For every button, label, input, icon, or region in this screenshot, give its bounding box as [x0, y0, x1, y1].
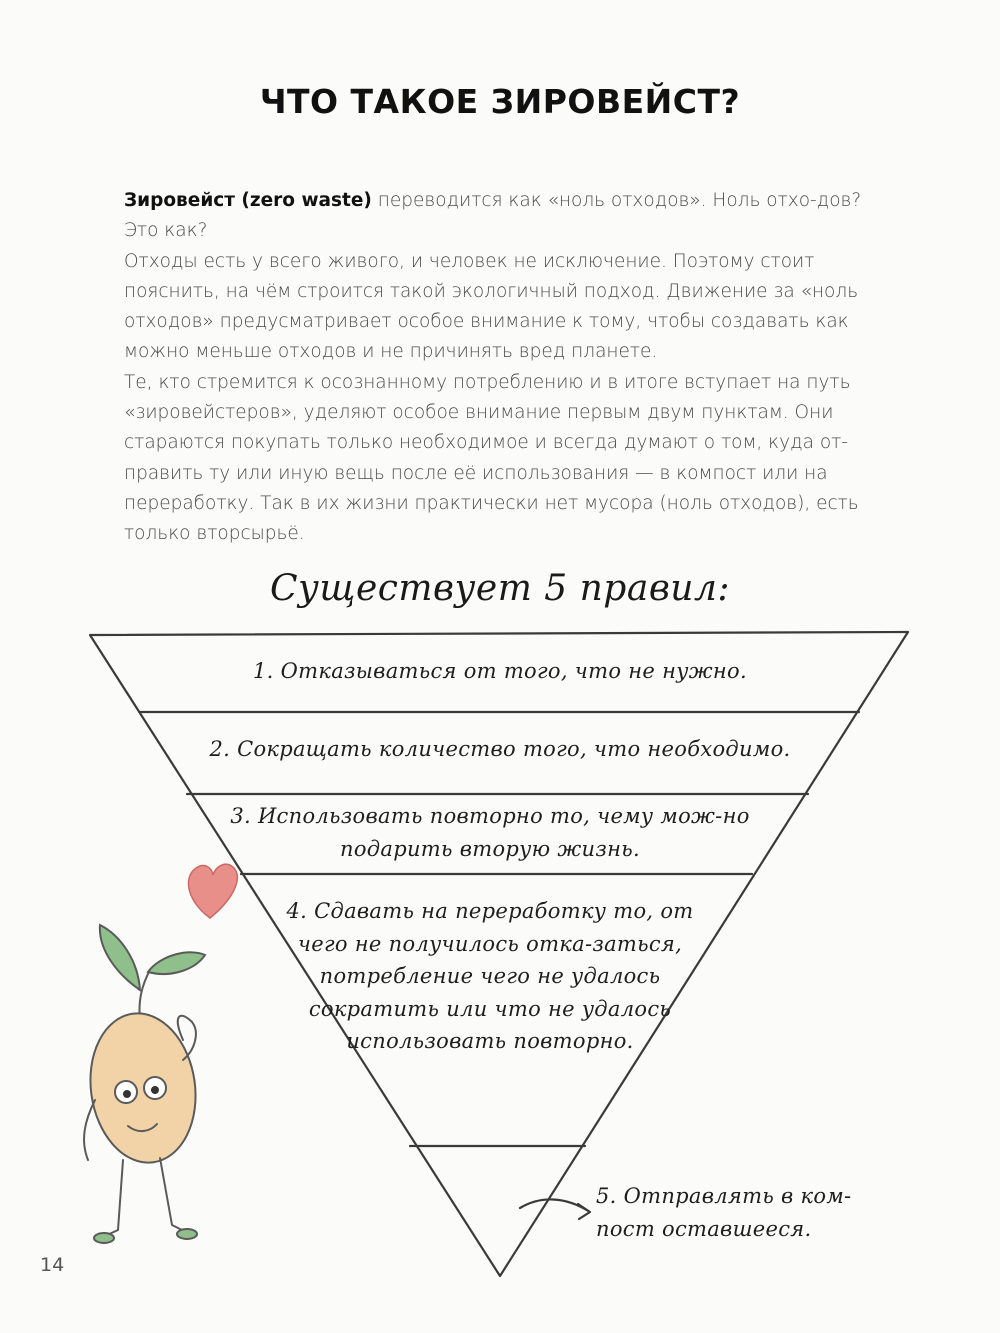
intro-lead-term: Зировейст (zero waste) — [124, 190, 372, 211]
rules-heading: Существует 5 правил: — [269, 568, 731, 609]
rule-3: 3. Использовать повторно то, чему мож-но подарить вторую жизнь. — [230, 804, 750, 861]
seed-mascot-illustration — [81, 925, 205, 1243]
rule-4: 4. Сдавать на переработку то, от чего не получилось отка-заться, потребление чего не удалось сократить или что не удалось использовать повторно. — [286, 899, 694, 1054]
rule-2: 2. Сокращать количество того, что необходимо. — [209, 737, 791, 761]
intro-lead-rest: переводится как «ноль отходов». Ноль отхо-дов? Это как? — [124, 190, 862, 242]
page-title: ЧТО ТАКОЕ ЗИРОВЕЙСТ? — [259, 82, 741, 121]
heart-icon — [188, 864, 237, 918]
rule-5: 5. Отправлять в ком-пост оставшееся. — [596, 1184, 852, 1241]
intro-paragraph-2: Отходы есть у всего живого, и человек не исключение. Поэтому стоит пояснить, на чём строится такой экологичный подход. Движение за «ноль отходов» предусматривает особое внимание к тому, чтобы создавать как можно меньше отходов и не причинять вред планете. — [124, 250, 859, 363]
rule-1: 1. Отказываться от того, что не нужно. — [253, 659, 747, 683]
intro-paragraph-3: Те, кто стремится к осознанному потреблению и в итоге вступает на путь «зировейстеров», уделяют особое внимание первым двум пунктам. Они стараются покупать только необходимое и всегда думают о том, куда от-править ту или иную вещь после её использования — в компост или на переработку. Так в их жизни практически нет мусора (ноль отходов), есть только вторсырьё. — [124, 371, 859, 545]
page-number: 14 — [40, 1254, 65, 1276]
arrow-icon — [520, 1199, 590, 1219]
